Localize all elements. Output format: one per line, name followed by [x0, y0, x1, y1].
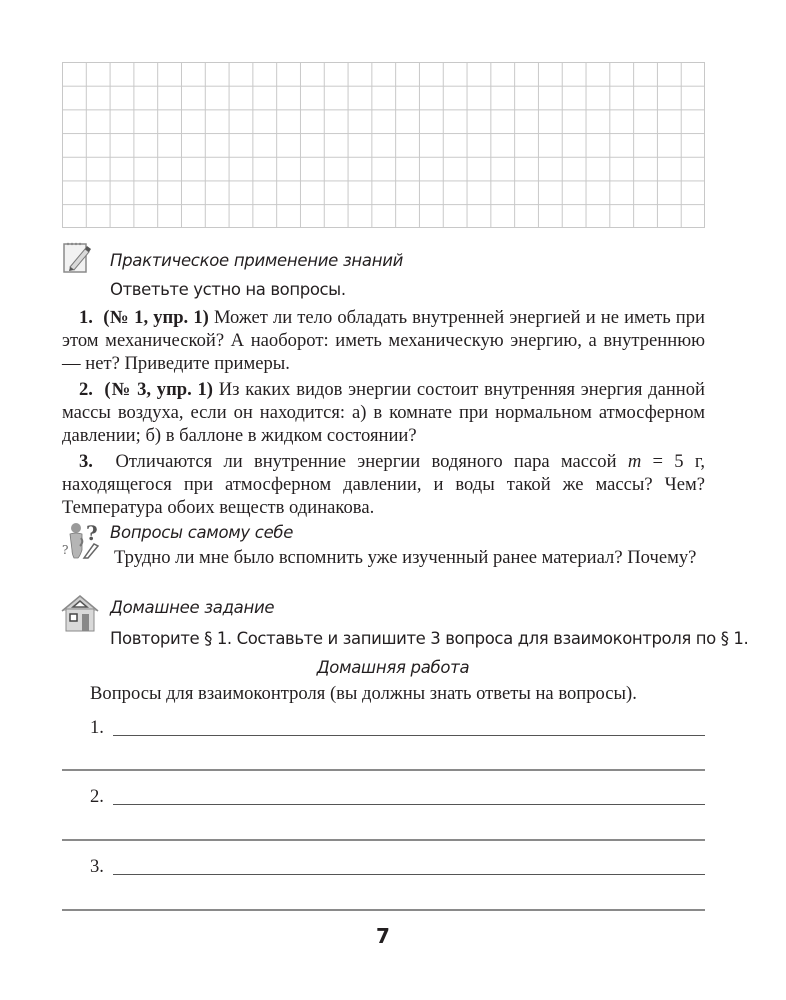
section-title-self-questions: Вопросы самому себе — [110, 523, 294, 542]
question-text-cont: = 5 г, находящегося при атмосферном давлении, и воды такой же массы? Чем? Температура обоих веществ одинакова. — [62, 451, 705, 518]
answer-line-1[interactable] — [113, 735, 705, 736]
practice-instruction: Ответьте устно на вопросы. — [110, 280, 346, 299]
mass-variable: m — [627, 451, 642, 472]
svg-text:?: ? — [62, 543, 69, 557]
question-number: 2. — [79, 379, 93, 400]
question-number: 3. — [79, 451, 93, 472]
answer-number: 1. — [90, 717, 104, 738]
homework-work-title: Домашняя работа — [316, 658, 470, 677]
question-text: Может ли тело обладать внутренней энергией и не иметь при этом механической? А наоборот: иметь механическую энергию, а внутреннюю — нет? Приведите примеры. — [62, 307, 705, 374]
question-text: Из каких видов энергии состоит внутренняя энергия данной массы воздуха, если он находится: а) в комнате при нормальном атмосферном давлении; б) в баллоне в жидком состоянии? — [62, 379, 705, 446]
house-icon — [60, 593, 100, 633]
answer-number: 3. — [90, 856, 104, 877]
self-question-text: Трудно ли мне было вспомнить уже изученный ранее материал? Почему? — [114, 547, 697, 568]
page-number: 7 — [376, 924, 390, 948]
question-reference: (№ 1, упр. 1) — [103, 307, 209, 328]
section-title-homework: Домашнее задание — [110, 598, 275, 617]
graph-paper-grid[interactable] — [62, 62, 705, 228]
question-3 — [62, 450, 705, 519]
section-title-practice: Практическое применение знаний — [110, 251, 404, 270]
question-1 — [62, 306, 705, 375]
answer-line-2[interactable] — [113, 804, 705, 805]
question-text: Отличаются ли внутренние энергии водяного пара массой — [115, 451, 617, 472]
homework-text: Повторите § 1. Составьте и запишите 3 вопроса для взаимоконтроля по § 1. — [110, 629, 749, 648]
answer-line-1-cont[interactable] — [62, 769, 705, 771]
question-number: 1. — [79, 307, 93, 328]
svg-text:?: ? — [86, 521, 98, 545]
answer-number: 2. — [90, 786, 104, 807]
answer-line-3[interactable] — [113, 874, 705, 875]
question-2 — [62, 378, 705, 447]
question-reference: (№ 3, упр. 1) — [104, 379, 213, 400]
homework-work-instruction: Вопросы для взаимоконтроля (вы должны знать ответы на вопросы). — [90, 683, 637, 704]
answer-line-2-cont[interactable] — [62, 839, 705, 841]
answer-line-3-cont[interactable] — [62, 909, 705, 911]
notepad-pencil-icon — [62, 240, 92, 274]
